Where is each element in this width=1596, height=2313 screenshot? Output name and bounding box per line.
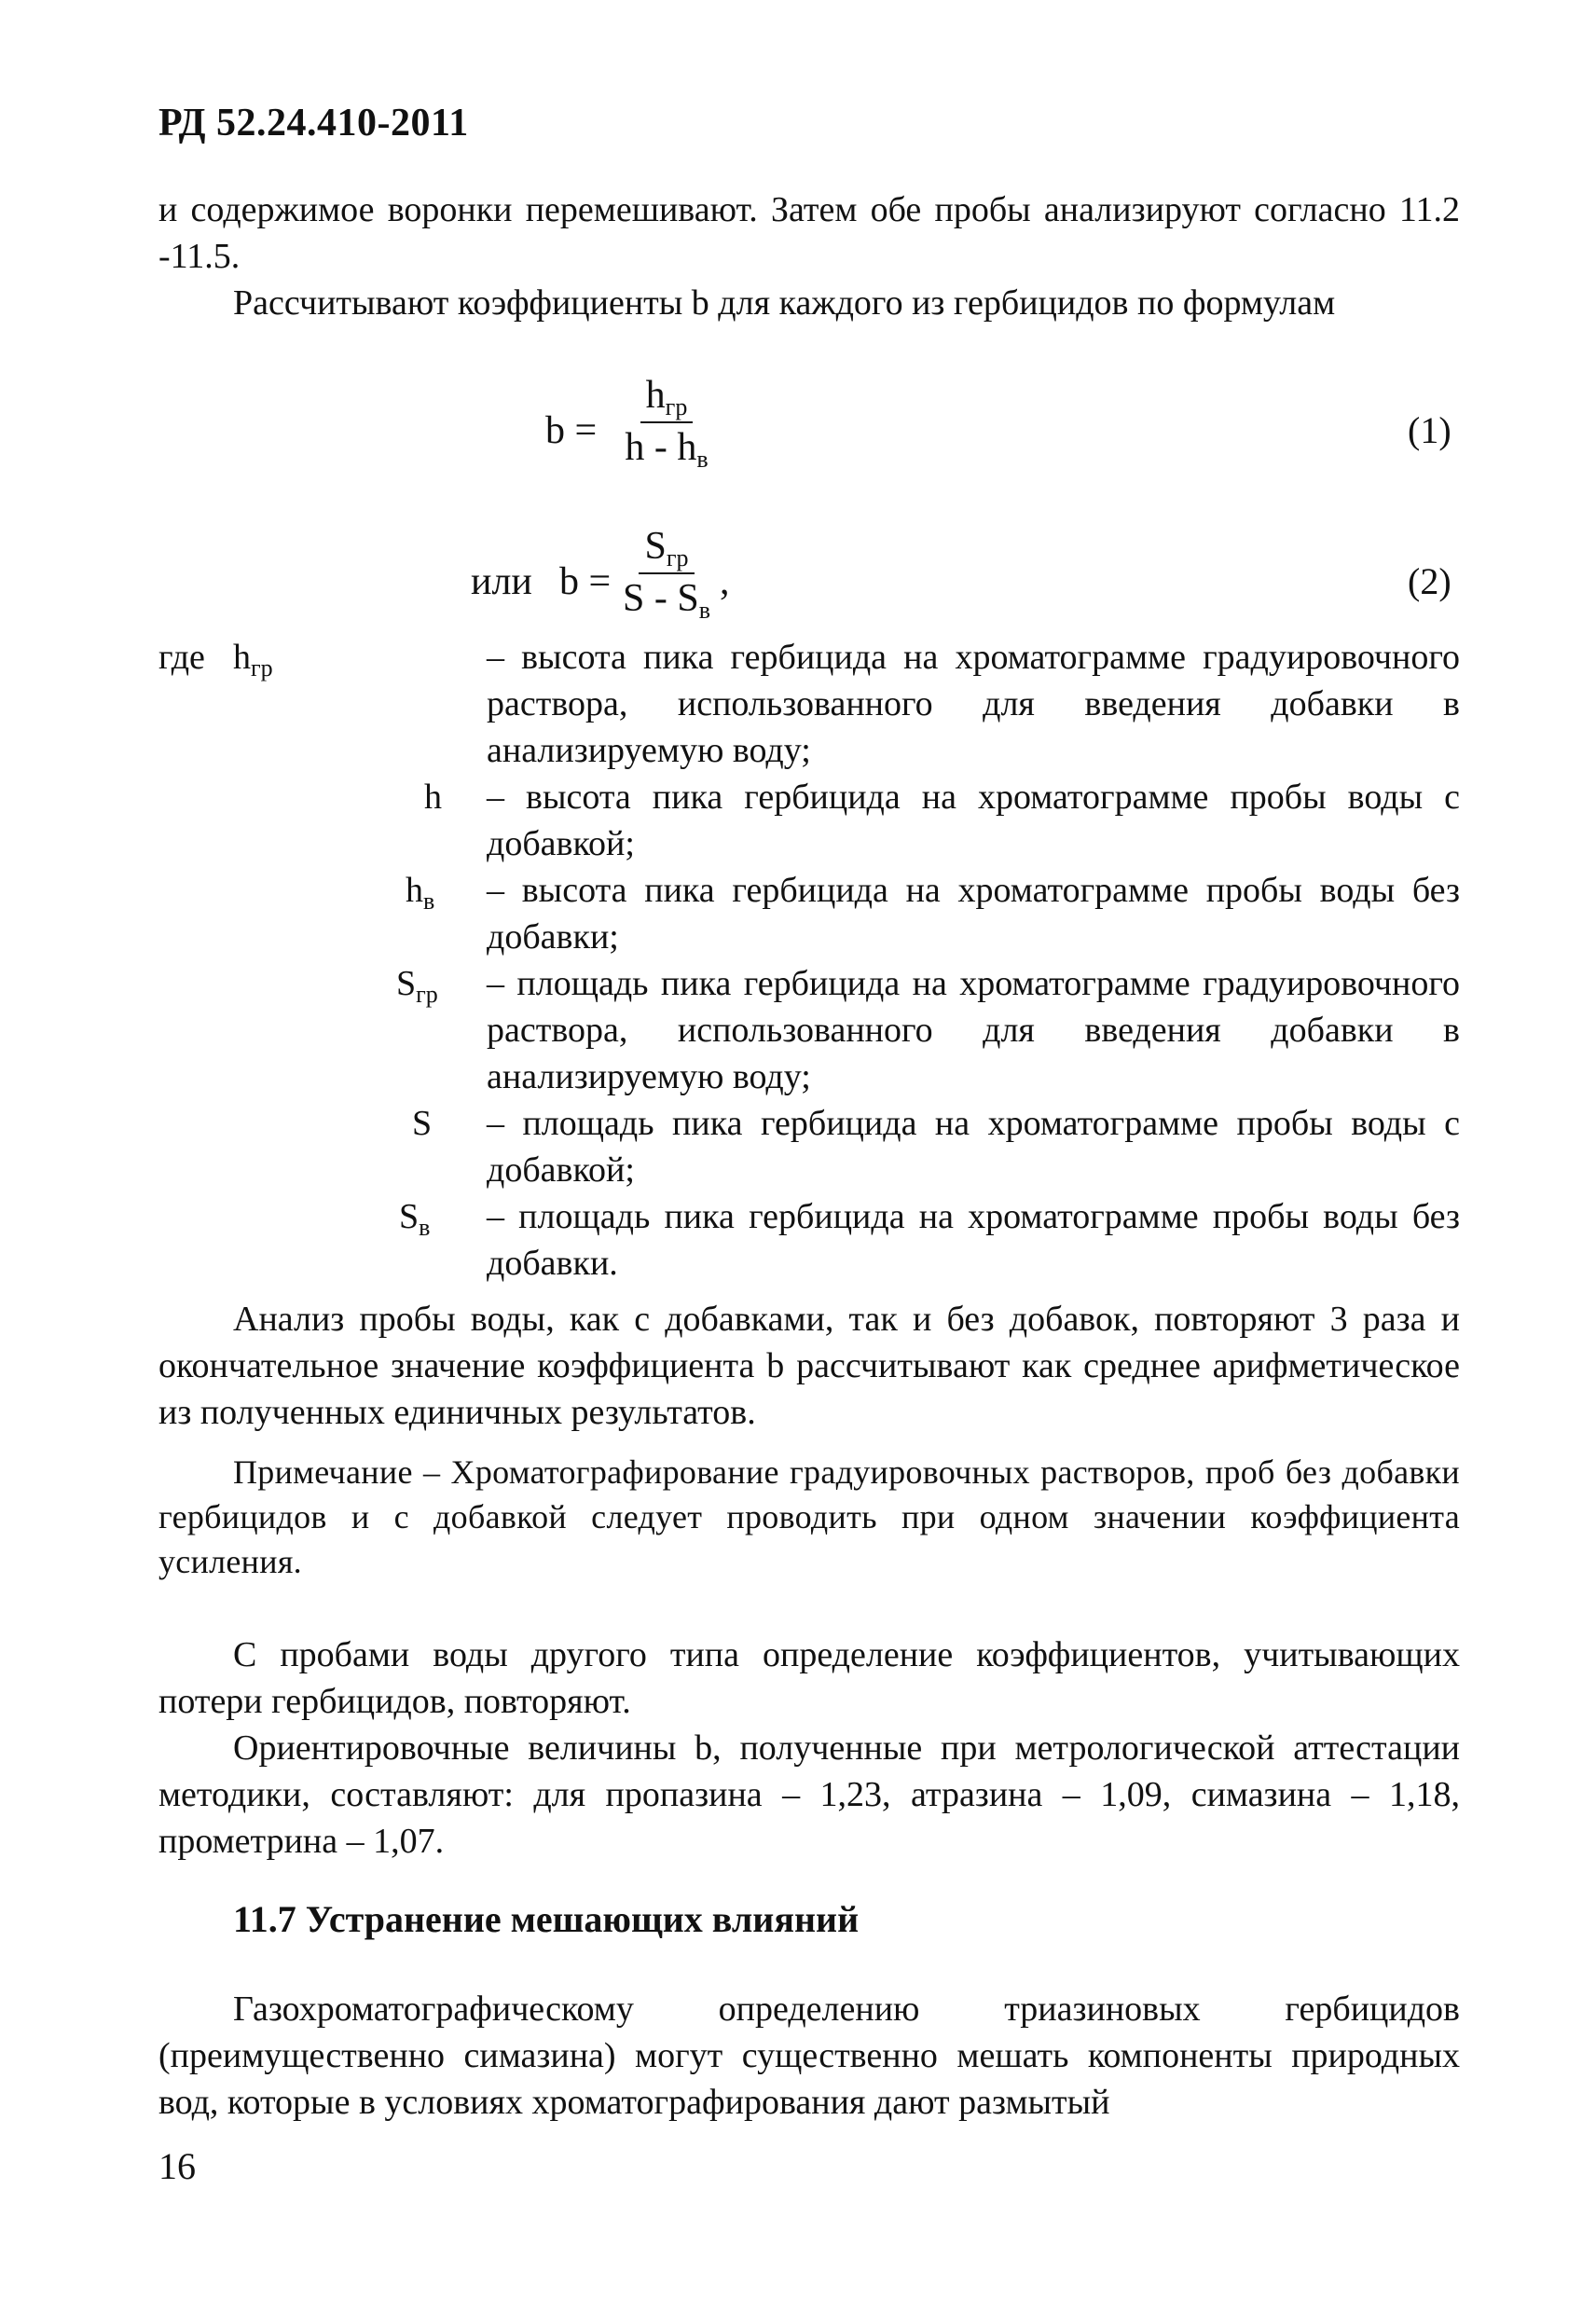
definition-term: h: [424, 778, 442, 817]
formula-2-denominator: S - $S_в$: [623, 577, 710, 624]
definitions-where-label: где: [158, 638, 205, 677]
note-paragraph: Примечание – Хроматографирование градуировочных растворов, проб без добавки гербицидов и с добавкой следует проводить при одном значении коэффициента усиления.: [158, 1453, 1460, 1580]
formula-1-number: (1): [1408, 409, 1452, 451]
definition-text: – площадь пика гербицида на хроматограмме градуировочного раствора, использованного для введения добавки в анализируемую воду;: [487, 964, 1460, 1096]
definition-item: [158, 867, 1460, 960]
formula-2-numerator: $S_{гр}$: [639, 524, 694, 574]
definition-item: [158, 1193, 1460, 1287]
formula-1-lhs: b =: [545, 409, 598, 452]
formula-2-prefix: или: [471, 560, 532, 603]
definition-text: – площадь пика гербицида на хроматограмме пробы воды без добавки.: [487, 1197, 1460, 1283]
formula-1-denominator: h - $h_в$: [625, 426, 709, 473]
definition-term: $S_{гр}$: [396, 964, 438, 1008]
definition-term: $h_в$: [406, 871, 435, 915]
formula-2-lhs: b =: [559, 560, 612, 603]
definition-text: – высота пика гербицида на хроматограмме пробы воды без добавки;: [487, 871, 1460, 957]
definition-item: [158, 634, 1460, 774]
document-code-header: РД 52.24.410-2011: [158, 102, 469, 145]
formula-2-number: (2): [1408, 560, 1452, 602]
paragraph-interferences: Газохроматографическому определению триазиновых гербицидов (преимущественно симазина) могут существенно мешать компоненты природных вод, которые в условиях хроматографирования дают размытый: [158, 1989, 1460, 2122]
formula-1-fraction: [611, 373, 722, 474]
formula-2-comma: ,: [720, 560, 730, 603]
paragraph-approximate-values: Ориентировочные величины b, полученные при метрологической аттестации методики, составляют: для пропазина – 1,23, атразина – 1,09, симазина – 1,18, прометрина – 1,07.: [158, 1728, 1460, 1861]
definition-term: $S_в$: [399, 1197, 431, 1241]
definitions-list: [158, 634, 1460, 1287]
definition-item: [158, 774, 1460, 867]
definition-item: [158, 1100, 1460, 1193]
definition-text: – высота пика гербицида на хроматограмме градуировочного раствора, использованного для введения добавки в анализируемую воду;: [487, 638, 1460, 770]
paragraph-coefficients-intro: Рассчитывают коэффициенты b для каждого из гербицидов по формулам: [233, 283, 1336, 323]
paragraph-continuation: и содержимое воронки перемешивают. Затем обе пробы анализируют согласно 11.2 -11.5.: [158, 190, 1460, 276]
section-heading: 11.7 Устранение мешающих влияний: [233, 1898, 860, 1940]
paragraph-repeat-analysis: Анализ пробы воды, как с добавками, так и без добавок, повторяют 3 раза и окончательное значение коэффициента b рассчитывают как среднее арифметическое из полученных единичных результатов.: [158, 1300, 1460, 1432]
definition-item: [158, 960, 1460, 1100]
formula-1-numerator: $h_{гр}$: [640, 373, 694, 423]
formula-2-fraction: [615, 524, 718, 625]
definition-text: – высота пика гербицида на хроматограмме пробы воды с добавкой;: [487, 778, 1460, 863]
definition-text: – площадь пика гербицида на хроматограмме пробы воды с добавкой;: [487, 1104, 1460, 1190]
page-number: 16: [158, 2145, 196, 2187]
definition-term: S: [412, 1104, 433, 1143]
definition-term: $h_{гр}$: [233, 638, 273, 682]
paragraph-other-water-types: С пробами воды другого типа определение коэффициентов, учитывающих потери гербицидов, повторяют.: [158, 1635, 1460, 1721]
